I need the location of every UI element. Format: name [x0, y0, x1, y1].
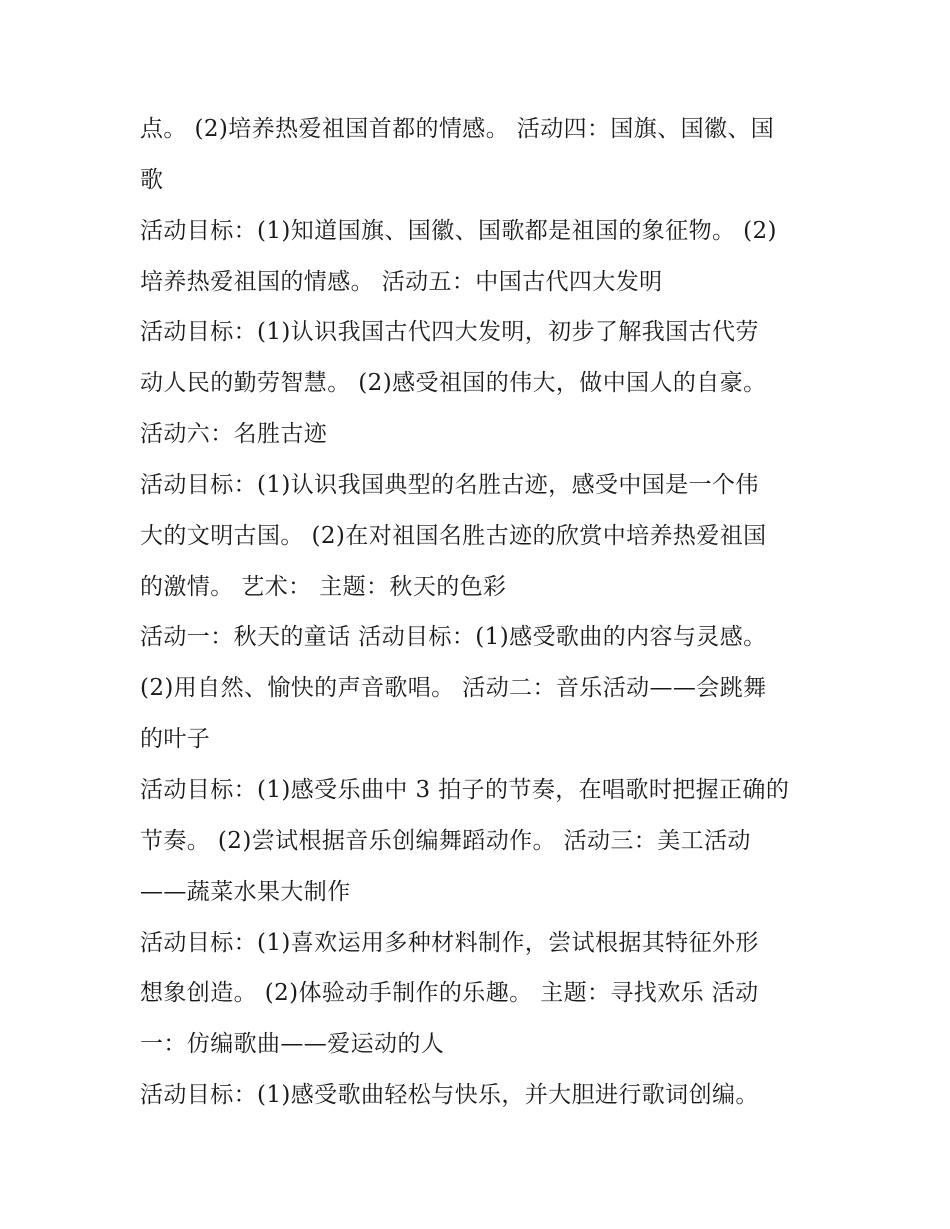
text-line: 培养热爱祖国的情感。 活动五：中国古代四大发明: [140, 268, 663, 295]
text-line: 大的文明古国。 (2)在对祖国名胜古迹的欣赏中培养热爱祖国: [140, 522, 767, 549]
text-line: 活动目标：(1)知道国旗、国徽、国歌都是祖国的象征物。 (2): [140, 217, 777, 244]
text-line: ——蔬菜水果大制作: [140, 878, 351, 905]
text-line: 动人民的勤劳智慧。 (2)感受祖国的伟大，做中国人的自豪。: [140, 370, 767, 397]
text-line: 活动目标：(1)认识我国典型的名胜古迹，感受中国是一个伟: [140, 471, 759, 498]
text-line: 活动目标：(1)认识我国古代四大发明，初步了解我国古代劳: [140, 319, 759, 346]
text-line: 歌: [140, 166, 164, 193]
text-line: 节奏。 (2)尝试根据音乐创编舞蹈动作。 活动三：美工活动: [140, 827, 751, 854]
text-line: 的叶子: [140, 726, 211, 753]
text-line: 的激情。 艺术： 主题：秋天的色彩: [140, 573, 507, 600]
body-text: [140, 104, 830, 1121]
text-line: 活动一：秋天的童话 活动目标：(1)感受歌曲的内容与灵感。: [140, 624, 767, 651]
text-line: 活动六：名胜古迹: [140, 421, 328, 448]
text-line: 一：仿编歌曲——爱运动的人: [140, 1031, 445, 1058]
text-line: 活动目标：(1)感受乐曲中 3 拍子的节奏，在唱歌时把握正确的: [140, 776, 790, 803]
text-line: 活动目标：(1)喜欢运用多种材料制作，尝试根据其特征外形: [140, 929, 759, 956]
text-line: 想象创造。 (2)体验动手制作的乐趣。 主题：寻找欢乐 活动: [140, 980, 759, 1007]
text-line: 点。 (2)培养热爱祖国首都的情感。 活动四：国旗、国徽、国: [140, 116, 775, 142]
text-line: 活动目标：(1)感受歌曲轻松与快乐，并大胆进行歌词创编。: [140, 1082, 759, 1109]
text-line: (2)用自然、愉快的声音歌唱。 活动二：音乐活动——会跳舞: [140, 675, 767, 702]
